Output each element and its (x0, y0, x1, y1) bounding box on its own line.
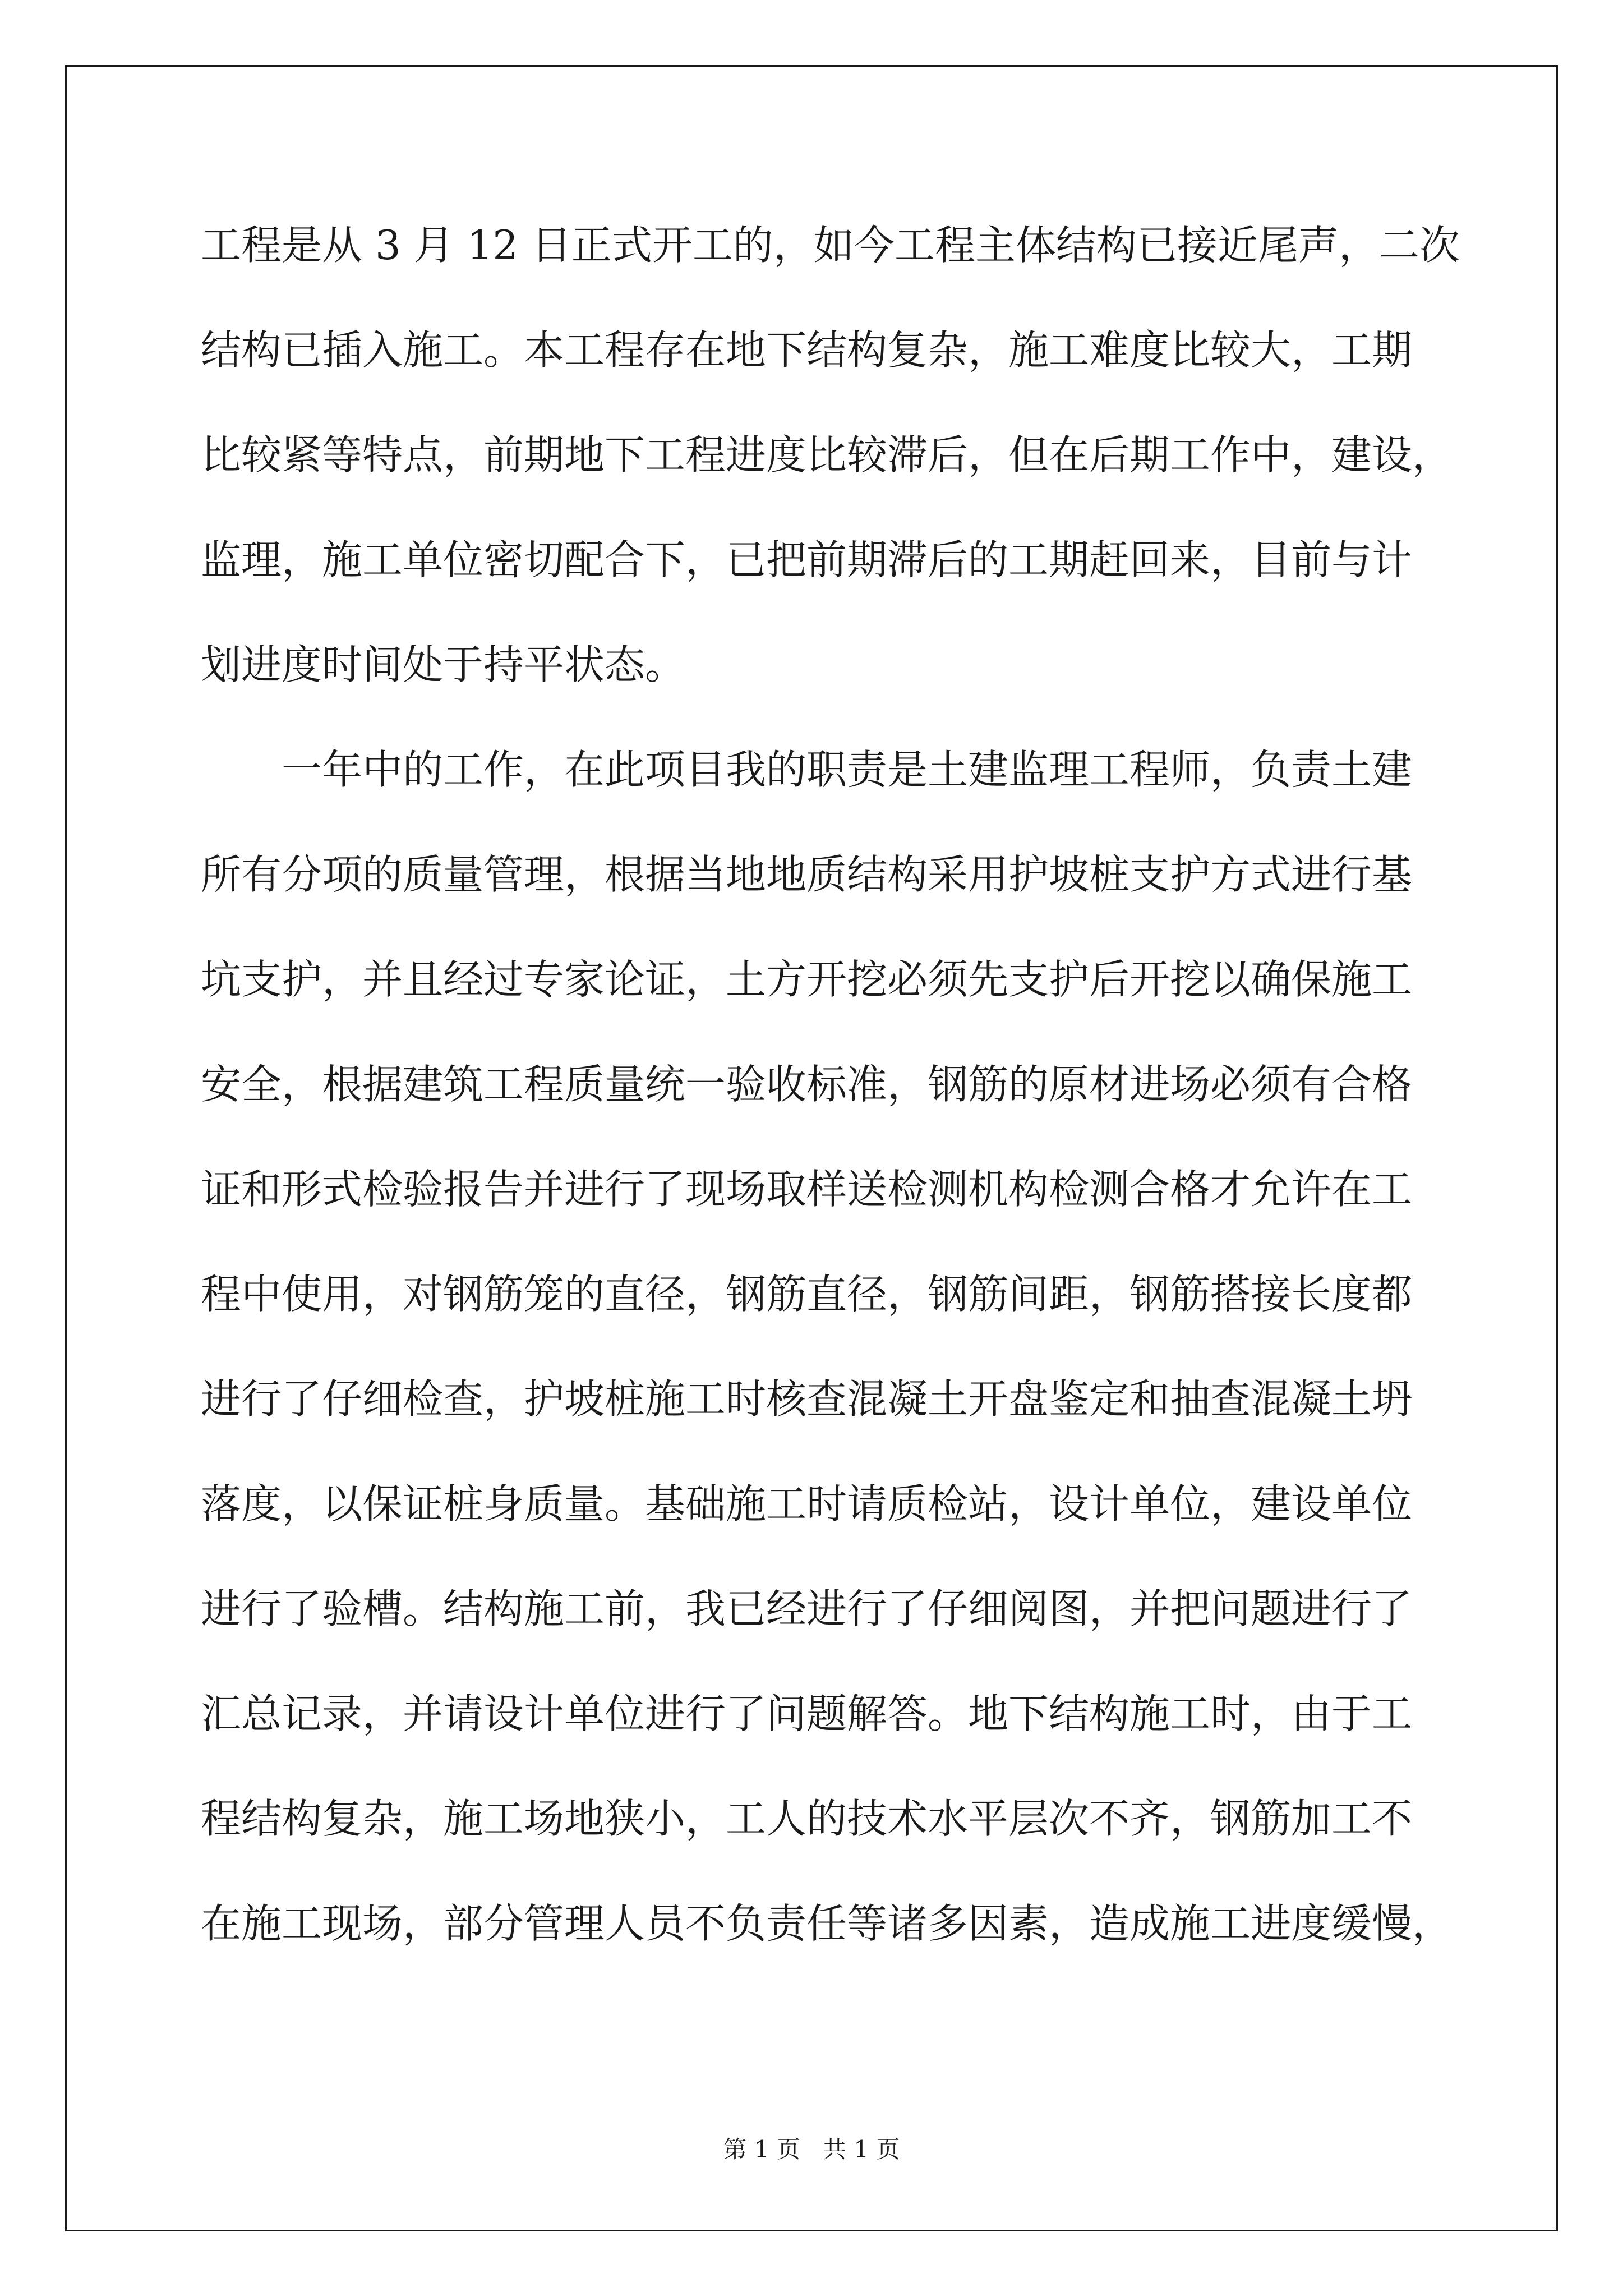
text-line: 程中使用，对钢筋笼的直径，钢筋直径，钢筋间距，钢筋搭接长度都 (201, 1271, 1413, 1318)
text-line: 结构已插入施工。本工程存在地下结构复杂，施工难度比较大，工期 (201, 326, 1413, 374)
text-line: 落度，以保证桩身质量。基础施工时请质检站，设计单位，建设单位 (201, 1480, 1413, 1527)
text-line: 划进度时间处于持平状态。 (201, 641, 686, 688)
text-line: 进行了仔细检查，护坡桩施工时核查混凝土开盘鉴定和抽查混凝土坍 (201, 1375, 1413, 1423)
text-line: 汇总记录，并请设计单位进行了问题解答。地下结构施工时，由于工 (201, 1690, 1413, 1737)
text-line: 安全，根据建筑工程质量统一验收标准，钢筋的原材进场必须有合格 (201, 1061, 1413, 1108)
page-footer: 第 1 页 共 1 页 (723, 2136, 900, 2163)
text-line: 在施工现场，部分管理人员不负责任等诸多因素，造成施工进度缓慢， (201, 1900, 1453, 1947)
text-line: 进行了验槽。结构施工前，我已经进行了仔细阅图，并把问题进行了 (201, 1585, 1413, 1632)
text-line: 工程是从 3 月 12 日正式开工的，如今工程主体结构已接近尾声，二次 (201, 222, 1460, 269)
text-line: 程结构复杂，施工场地狭小，工人的技术水平层次不齐，钢筋加工不 (201, 1795, 1413, 1842)
paragraph-first-line: 一年中的工作，在此项目我的职责是土建监理工程师，负责土建 (282, 746, 1413, 793)
text-line: 监理，施工单位密切配合下，已把前期滞后的工期赶回来，目前与计 (201, 536, 1413, 583)
text-line: 坑支护，并且经过专家论证，土方开挖必须先支护后开挖以确保施工 (201, 956, 1413, 1003)
text-line: 比较紧等特点，前期地下工程进度比较滞后，但在后期工作中，建设， (201, 431, 1453, 478)
text-line: 证和形式检验报告并进行了现场取样送检测机构检测合格才允许在工 (201, 1166, 1413, 1213)
text-line: 所有分项的质量管理，根据当地地质结构采用护坡桩支护方式进行基 (201, 851, 1413, 898)
